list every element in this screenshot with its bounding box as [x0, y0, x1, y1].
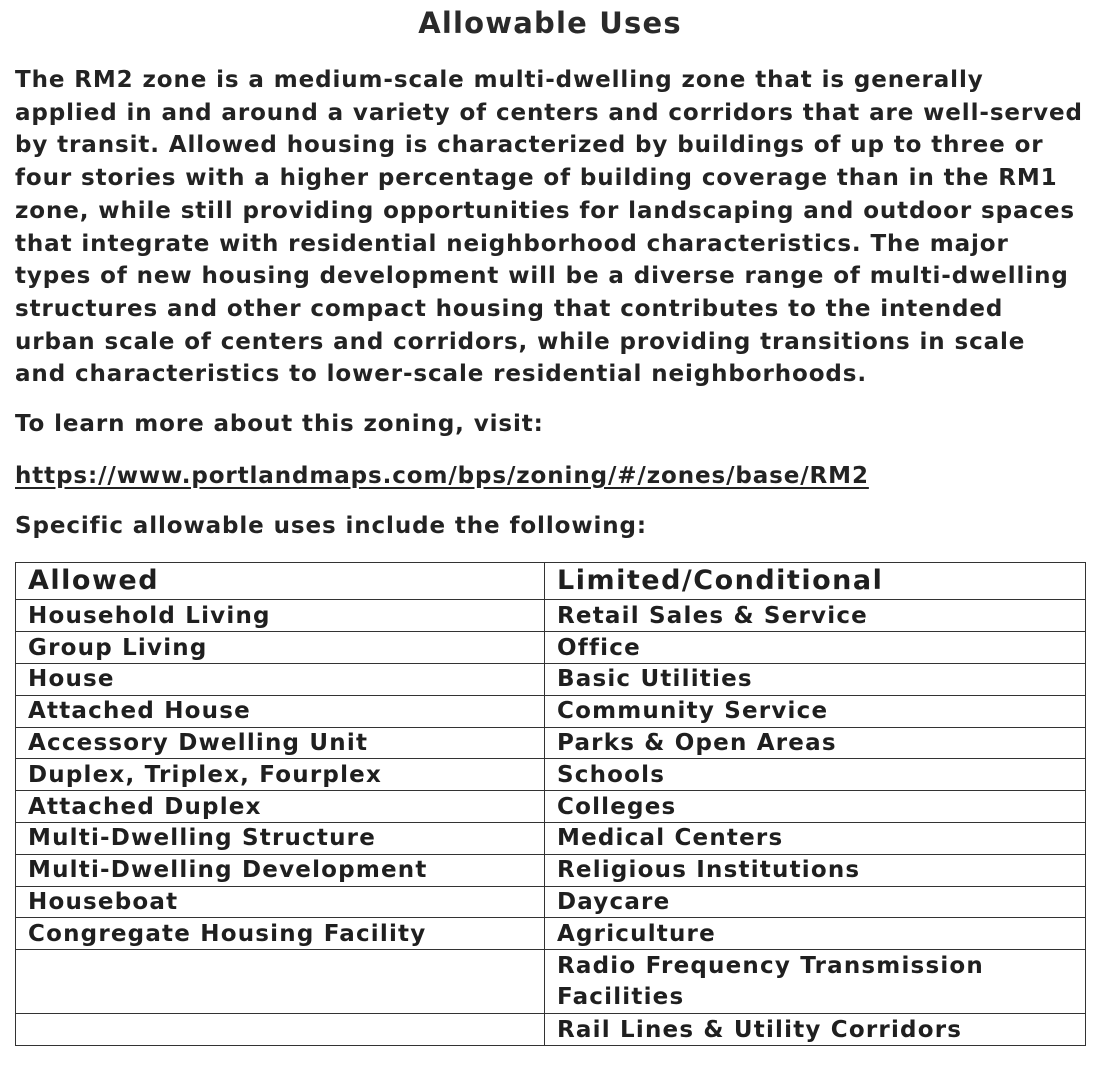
allowed-use-cell: Accessory Dwelling Unit [16, 727, 545, 759]
specific-uses-intro: Specific allowable uses include the following: [15, 512, 647, 539]
limited-use-cell: Office [545, 632, 1086, 664]
allowed-use-cell [16, 1014, 545, 1046]
uses-table [15, 562, 1086, 1046]
limited-use-cell: Basic Utilities [545, 664, 1086, 696]
limited-use-cell: Community Service [545, 695, 1086, 727]
zoning-link[interactable]: https://www.portlandmaps.com/bps/zoning/#/zones/base/RM2 [15, 462, 869, 489]
table-row [16, 727, 1086, 759]
limited-use-cell: Radio Frequency Transmission Facilities [545, 950, 1086, 1014]
document-page [15, 0, 1085, 1046]
allowed-use-cell: Attached Duplex [16, 791, 545, 823]
table-row [16, 950, 1086, 1014]
limited-use-cell: Schools [545, 759, 1086, 791]
limited-conditional-column-header: Limited/Conditional [545, 563, 1086, 600]
table-row [16, 918, 1086, 950]
allowed-use-cell: Congregate Housing Facility [16, 918, 545, 950]
limited-use-cell: Religious Institutions [545, 854, 1086, 886]
allowed-use-cell: Duplex, Triplex, Fourplex [16, 759, 545, 791]
table-row [16, 1014, 1086, 1046]
table-row [16, 823, 1086, 855]
limited-use-cell: Medical Centers [545, 823, 1086, 855]
table-row [16, 854, 1086, 886]
allowed-use-cell: Group Living [16, 632, 545, 664]
learn-more-text: To learn more about this zoning, visit: [15, 411, 544, 438]
allowed-use-cell [16, 950, 545, 1014]
table-row [16, 791, 1086, 823]
limited-use-cell: Parks & Open Areas [545, 727, 1086, 759]
allowed-use-cell: Multi-Dwelling Development [16, 854, 545, 886]
allowed-column-header: Allowed [16, 563, 545, 600]
table-row [16, 600, 1086, 632]
limited-use-cell: Retail Sales & Service [545, 600, 1086, 632]
table-row [16, 664, 1086, 696]
page-title: Allowable Uses [418, 6, 682, 40]
allowed-use-cell: Household Living [16, 600, 545, 632]
limited-use-cell: Daycare [545, 886, 1086, 918]
allowed-use-cell: House [16, 664, 545, 696]
limited-use-cell: Colleges [545, 791, 1086, 823]
table-row [16, 759, 1086, 791]
table-row [16, 695, 1086, 727]
allowed-use-cell: Houseboat [16, 886, 545, 918]
table-row [16, 886, 1086, 918]
limited-use-cell: Agriculture [545, 918, 1086, 950]
allowed-use-cell: Multi-Dwelling Structure [16, 823, 545, 855]
table-row [16, 632, 1086, 664]
limited-use-cell: Rail Lines & Utility Corridors [545, 1014, 1086, 1046]
zone-description: The RM2 zone is a medium-scale multi-dwelling zone that is generally applied in and around a variety of centers and corridors that are well-served by transit. Allowed housing is characterized by buildings of up to three or four stories with a higher percentage of building coverage than in the RM1 zone, while still providing opportunities for landscaping and outdoor spaces that integrate with residential neighborhood characteristics. The major types of new housing development will be a diverse range of multi-dwelling structures and other compact housing that contributes to the intended urban scale of centers and corridors, while providing transitions in scale and characteristics to lower-scale residential neighborhoods. [15, 67, 1083, 388]
table-header-row [16, 563, 1086, 600]
allowed-use-cell: Attached House [16, 695, 545, 727]
